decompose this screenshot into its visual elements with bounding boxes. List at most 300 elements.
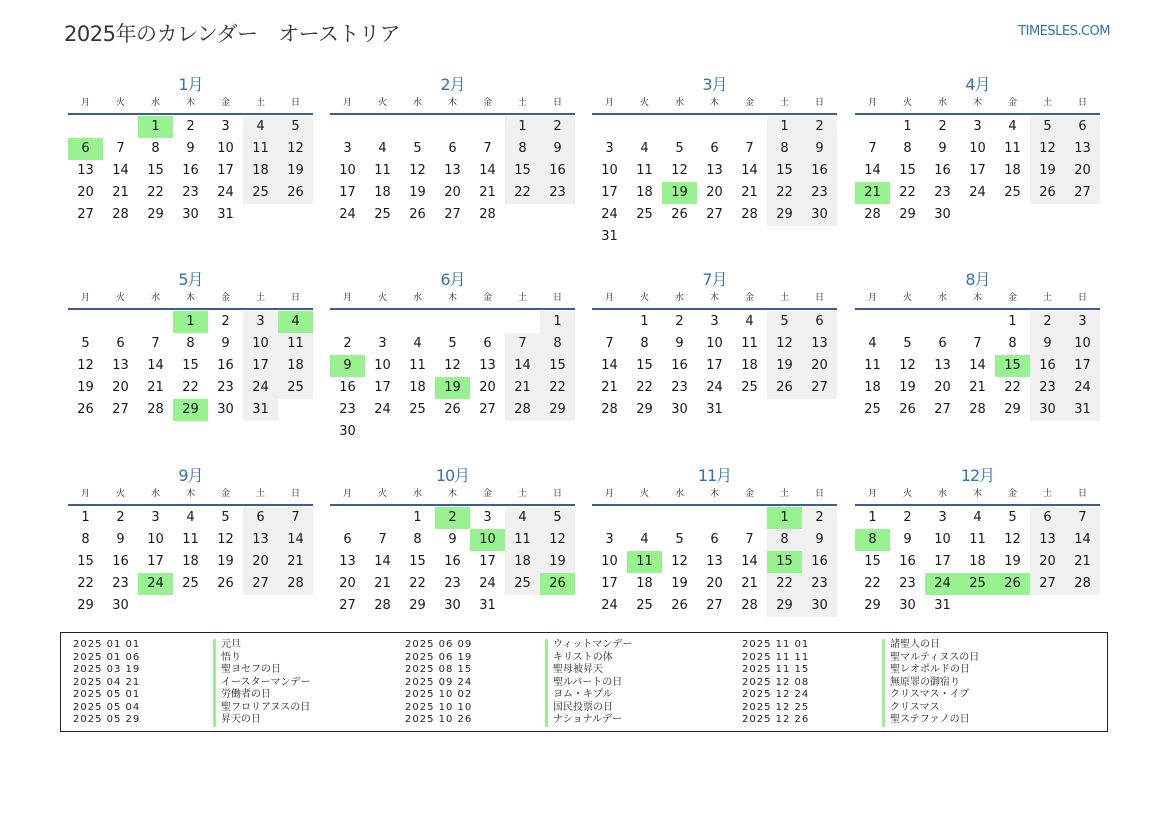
day-grid — [68, 507, 313, 617]
month-name: 2月 — [440, 75, 465, 94]
day-cell: 27 — [339, 598, 356, 613]
day-cell: 5 — [278, 116, 313, 138]
legend-row — [73, 639, 311, 652]
empty-cell — [103, 116, 138, 138]
holiday-day-cell: 11 — [627, 551, 662, 573]
holiday-day-cell: 1 — [138, 116, 173, 138]
weekday-label: 木 — [447, 489, 457, 499]
day-cell: 12 — [278, 138, 313, 160]
day-cell: 26 — [1030, 182, 1065, 204]
day-cell: 5 — [81, 336, 90, 351]
holiday-date: 2025 12 26 — [742, 714, 810, 725]
day-cell: 1 — [868, 510, 877, 525]
weekday-header — [330, 96, 575, 110]
day-cell: 2 — [938, 119, 947, 134]
day-cell: 13 — [112, 358, 129, 373]
day-cell: 12 — [899, 358, 916, 373]
header-rule — [68, 504, 313, 506]
legend-row — [742, 664, 979, 677]
holiday-day-cell: 9 — [330, 355, 365, 377]
day-cell: 20 — [444, 185, 461, 200]
holiday-name: 国民投票の日 — [545, 702, 613, 715]
holiday-date: 2025 12 24 — [742, 689, 810, 700]
day-cell: 10 — [1065, 333, 1100, 355]
day-cell: 28 — [601, 402, 618, 417]
day-cell: 13 — [802, 333, 837, 355]
day-cell: 9 — [540, 138, 575, 160]
day-cell: 6 — [1065, 116, 1100, 138]
day-cell: 20 — [112, 380, 129, 395]
day-cell: 3 — [973, 119, 982, 134]
weekday-label: 火 — [115, 489, 125, 499]
weekday-label: 火 — [115, 293, 125, 303]
day-cell: 19 — [767, 355, 802, 377]
weekday-label: 日 — [290, 489, 300, 499]
day-cell: 18 — [741, 358, 758, 373]
weekday-label: 土 — [255, 293, 265, 303]
day-cell: 2 — [1030, 311, 1065, 333]
day-cell: 24 — [601, 598, 618, 613]
weekday-label: 日 — [552, 98, 562, 108]
day-cell: 4 — [186, 510, 195, 525]
day-cell: 23 — [339, 402, 356, 417]
day-cell: 22 — [505, 182, 540, 204]
legend-row — [405, 664, 632, 677]
day-cell: 11 — [374, 163, 391, 178]
day-cell: 19 — [671, 576, 688, 591]
day-cell: 13 — [1065, 138, 1100, 160]
day-cell: 25 — [278, 377, 313, 399]
empty-cell — [365, 311, 400, 333]
day-cell: 1 — [505, 116, 540, 138]
day-cell: 13 — [339, 554, 356, 569]
weekday-label: 火 — [115, 98, 125, 108]
day-cell: 28 — [505, 399, 540, 421]
weekday-header — [592, 96, 837, 110]
day-cell: 23 — [934, 185, 951, 200]
holiday-date: 2025 11 11 — [742, 651, 810, 663]
day-cell: 3 — [605, 141, 614, 156]
holiday-name: ヨム・キプル — [545, 689, 613, 702]
day-cell: 27 — [706, 598, 723, 613]
weekday-label: 木 — [972, 489, 982, 499]
day-cell: 5 — [675, 532, 684, 547]
day-cell: 13 — [934, 358, 951, 373]
holiday-date: 2025 03 19 — [73, 664, 141, 675]
weekday-label: 火 — [377, 98, 387, 108]
day-cell: 30 — [339, 424, 356, 439]
day-cell: 14 — [505, 355, 540, 377]
day-cell: 16 — [540, 160, 575, 182]
weekday-label: 月 — [80, 489, 90, 499]
day-cell: 26 — [671, 598, 688, 613]
day-cell: 22 — [864, 576, 881, 591]
day-cell: 20 — [1065, 160, 1100, 182]
day-cell: 22 — [1004, 380, 1021, 395]
weekday-label: 火 — [902, 98, 912, 108]
day-cell: 2 — [802, 507, 837, 529]
day-cell: 26 — [671, 207, 688, 222]
day-cell: 9 — [1030, 333, 1065, 355]
legend-row — [405, 714, 632, 727]
holiday-day-cell: 26 — [540, 573, 575, 595]
holiday-name: 無原罪の御宿り — [882, 677, 960, 690]
header-rule — [592, 308, 837, 310]
month-name: 4月 — [965, 75, 990, 94]
day-cell: 9 — [675, 336, 684, 351]
day-cell: 14 — [864, 163, 881, 178]
holiday-name: ウィットマンデー — [545, 639, 632, 652]
weekday-label: 金 — [1007, 293, 1017, 303]
day-cell: 1 — [903, 119, 912, 134]
day-cell: 27 — [479, 402, 496, 417]
month-10 — [330, 465, 575, 617]
holiday-day-cell: 21 — [855, 182, 890, 204]
weekday-label: 火 — [639, 489, 649, 499]
empty-cell — [330, 116, 365, 138]
day-cell: 6 — [448, 141, 457, 156]
day-cell: 4 — [378, 141, 387, 156]
day-cell: 21 — [601, 380, 618, 395]
weekday-label: 土 — [255, 489, 265, 499]
day-cell: 21 — [741, 185, 758, 200]
header-rule — [68, 113, 313, 115]
day-cell: 26 — [444, 402, 461, 417]
day-cell: 30 — [802, 595, 837, 617]
holiday-day-cell: 29 — [173, 399, 208, 421]
day-cell: 19 — [217, 554, 234, 569]
day-cell: 7 — [505, 333, 540, 355]
day-cell: 23 — [802, 182, 837, 204]
day-cell: 4 — [1008, 119, 1017, 134]
weekday-label: 木 — [972, 293, 982, 303]
day-cell: 28 — [479, 207, 496, 222]
legend-row — [73, 652, 311, 665]
day-cell: 17 — [601, 576, 618, 591]
day-cell: 14 — [1065, 529, 1100, 551]
header-rule — [592, 113, 837, 115]
day-cell: 27 — [802, 377, 837, 399]
day-cell: 30 — [1030, 399, 1065, 421]
empty-cell — [732, 507, 767, 529]
legend-column — [73, 639, 311, 727]
month-name: 10月 — [435, 466, 470, 485]
day-cell: 31 — [706, 402, 723, 417]
day-cell: 29 — [147, 207, 164, 222]
day-grid — [855, 311, 1100, 421]
day-cell: 25 — [636, 207, 653, 222]
day-cell: 24 — [1065, 377, 1100, 399]
legend-row — [405, 652, 632, 665]
day-cell: 20 — [706, 185, 723, 200]
day-cell: 24 — [243, 377, 278, 399]
day-cell: 23 — [112, 576, 129, 591]
weekday-header — [330, 487, 575, 501]
header-rule — [855, 504, 1100, 506]
day-cell: 2 — [221, 314, 230, 329]
day-cell: 16 — [802, 160, 837, 182]
day-cell: 12 — [1030, 138, 1065, 160]
weekday-label: 金 — [220, 293, 230, 303]
day-cell: 1 — [640, 314, 649, 329]
month-2 — [330, 74, 575, 226]
legend-row — [73, 689, 311, 702]
day-cell: 4 — [640, 141, 649, 156]
empty-cell — [890, 311, 925, 333]
legend-column — [405, 639, 632, 727]
month-6 — [330, 269, 575, 443]
legend-row — [742, 677, 979, 690]
day-cell: 5 — [767, 311, 802, 333]
legend-row — [73, 702, 311, 715]
weekday-header — [855, 487, 1100, 501]
day-cell: 11 — [182, 532, 199, 547]
day-cell: 26 — [217, 576, 234, 591]
day-cell: 7 — [745, 532, 754, 547]
day-cell: 16 — [802, 551, 837, 573]
day-cell: 23 — [540, 182, 575, 204]
day-cell: 3 — [483, 510, 492, 525]
site-logo[interactable]: TIMESLES.COM — [1018, 24, 1110, 39]
day-grid — [855, 507, 1100, 617]
day-cell: 17 — [969, 163, 986, 178]
day-cell: 17 — [479, 554, 496, 569]
header-rule — [68, 308, 313, 310]
day-cell: 17 — [706, 358, 723, 373]
empty-cell — [365, 116, 400, 138]
weekday-label: 土 — [779, 293, 789, 303]
header-rule — [855, 113, 1100, 115]
weekday-header — [68, 96, 313, 110]
day-cell: 7 — [116, 141, 125, 156]
weekday-label: 金 — [744, 293, 754, 303]
month-name: 3月 — [702, 75, 727, 94]
month-name: 7月 — [702, 270, 727, 289]
header-rule — [330, 504, 575, 506]
day-cell: 18 — [278, 355, 313, 377]
day-cell: 4 — [640, 532, 649, 547]
day-cell: 12 — [77, 358, 94, 373]
day-cell: 23 — [444, 576, 461, 591]
weekday-label: 木 — [709, 293, 719, 303]
day-cell: 16 — [899, 554, 916, 569]
day-cell: 11 — [243, 138, 278, 160]
day-cell: 24 — [339, 207, 356, 222]
day-cell: 18 — [636, 576, 653, 591]
weekday-label: 水 — [937, 489, 947, 499]
day-cell: 27 — [706, 207, 723, 222]
holiday-day-cell: 25 — [960, 573, 995, 595]
empty-cell — [732, 116, 767, 138]
day-cell: 5 — [221, 510, 230, 525]
day-cell: 8 — [505, 138, 540, 160]
empty-cell — [138, 311, 173, 333]
day-cell: 2 — [675, 314, 684, 329]
day-cell: 20 — [339, 576, 356, 591]
day-cell: 30 — [802, 204, 837, 226]
empty-cell — [960, 311, 995, 333]
weekday-label: 水 — [937, 98, 947, 108]
day-cell: 17 — [243, 355, 278, 377]
day-cell: 28 — [1065, 573, 1100, 595]
header-rule — [855, 308, 1100, 310]
weekday-label: 日 — [290, 293, 300, 303]
day-cell: 16 — [671, 358, 688, 373]
day-cell: 30 — [444, 598, 461, 613]
day-cell: 1 — [767, 116, 802, 138]
empty-cell — [697, 116, 732, 138]
day-cell: 19 — [1030, 160, 1065, 182]
empty-cell — [400, 311, 435, 333]
month-1 — [68, 74, 313, 226]
holiday-name: 聖ルパートの日 — [545, 677, 622, 690]
legend-row — [742, 702, 979, 715]
day-cell: 17 — [147, 554, 164, 569]
holiday-day-cell: 24 — [138, 573, 173, 595]
day-cell: 16 — [934, 163, 951, 178]
day-cell: 26 — [767, 377, 802, 399]
holiday-day-cell: 15 — [767, 551, 802, 573]
weekday-label: 金 — [482, 293, 492, 303]
legend-row — [73, 714, 311, 727]
day-cell: 27 — [1065, 182, 1100, 204]
legend-row — [742, 714, 979, 727]
day-cell: 12 — [671, 554, 688, 569]
month-8 — [855, 269, 1100, 421]
weekday-header — [68, 291, 313, 305]
day-cell: 8 — [151, 141, 160, 156]
day-cell: 26 — [77, 402, 94, 417]
weekday-label: 日 — [1077, 293, 1087, 303]
holiday-date: 2025 12 25 — [742, 701, 810, 713]
empty-cell — [330, 311, 365, 333]
day-cell: 10 — [934, 532, 951, 547]
day-cell: 6 — [1030, 507, 1065, 529]
month-4 — [855, 74, 1100, 226]
holiday-date: 2025 01 01 — [73, 639, 141, 650]
day-cell: 18 — [636, 185, 653, 200]
day-cell: 6 — [483, 336, 492, 351]
empty-cell — [855, 116, 890, 138]
day-cell: 27 — [112, 402, 129, 417]
holiday-name: 諸聖人の日 — [882, 639, 940, 652]
day-cell: 4 — [243, 116, 278, 138]
day-cell: 17 — [1065, 355, 1100, 377]
day-cell: 6 — [243, 507, 278, 529]
weekday-label: 土 — [1042, 293, 1052, 303]
day-cell: 20 — [706, 576, 723, 591]
day-cell: 19 — [540, 551, 575, 573]
day-cell: 21 — [112, 185, 129, 200]
day-cell: 25 — [505, 573, 540, 595]
day-cell: 25 — [1004, 185, 1021, 200]
day-cell: 8 — [640, 336, 649, 351]
empty-cell — [592, 507, 627, 529]
empty-cell — [592, 311, 627, 333]
empty-cell — [470, 116, 505, 138]
day-cell: 2 — [116, 510, 125, 525]
day-cell: 6 — [116, 336, 125, 351]
weekday-label: 日 — [814, 293, 824, 303]
day-cell: 7 — [151, 336, 160, 351]
day-cell: 18 — [409, 380, 426, 395]
day-cell: 15 — [636, 358, 653, 373]
day-cell: 10 — [243, 333, 278, 355]
day-cell: 14 — [147, 358, 164, 373]
weekday-header — [855, 291, 1100, 305]
day-cell: 23 — [1030, 377, 1065, 399]
day-cell: 8 — [413, 532, 422, 547]
day-cell: 8 — [767, 529, 802, 551]
holiday-day-cell: 10 — [470, 529, 505, 551]
empty-cell — [697, 507, 732, 529]
day-cell: 8 — [81, 532, 90, 547]
day-cell: 7 — [745, 141, 754, 156]
weekday-label: 火 — [639, 293, 649, 303]
day-cell: 7 — [973, 336, 982, 351]
day-cell: 21 — [147, 380, 164, 395]
day-cell: 22 — [182, 380, 199, 395]
day-cell: 29 — [1004, 402, 1021, 417]
day-cell: 14 — [278, 529, 313, 551]
day-cell: 28 — [741, 598, 758, 613]
weekday-label: 土 — [779, 98, 789, 108]
weekday-header — [592, 487, 837, 501]
weekday-label: 金 — [220, 489, 230, 499]
day-cell: 21 — [1065, 551, 1100, 573]
holiday-name: 聖ヨセフの日 — [213, 664, 281, 677]
day-cell: 9 — [221, 336, 230, 351]
day-cell: 10 — [147, 532, 164, 547]
empty-cell — [505, 311, 540, 333]
day-cell: 25 — [409, 402, 426, 417]
holiday-legend — [60, 632, 1108, 732]
day-cell: 9 — [116, 532, 125, 547]
weekday-label: 月 — [342, 489, 352, 499]
holiday-name: 労働者の日 — [213, 689, 271, 702]
day-cell: 21 — [741, 576, 758, 591]
day-cell: 10 — [339, 163, 356, 178]
day-cell: 22 — [636, 380, 653, 395]
holiday-name: キリストの体 — [545, 652, 613, 665]
holiday-date: 2025 05 01 — [73, 689, 141, 700]
day-cell: 15 — [182, 358, 199, 373]
legend-row — [742, 689, 979, 702]
day-cell: 3 — [938, 510, 947, 525]
holiday-day-cell: 1 — [173, 311, 208, 333]
month-11 — [592, 465, 837, 617]
day-cell: 8 — [767, 138, 802, 160]
day-cell: 5 — [675, 141, 684, 156]
weekday-label: 土 — [517, 293, 527, 303]
holiday-date: 2025 09 24 — [405, 676, 473, 688]
day-cell: 11 — [278, 333, 313, 355]
month-9 — [68, 465, 313, 617]
day-cell: 24 — [217, 185, 234, 200]
day-cell: 22 — [767, 182, 802, 204]
day-cell: 8 — [186, 336, 195, 351]
day-cell: 7 — [605, 336, 614, 351]
day-cell: 22 — [409, 576, 426, 591]
weekday-label: 土 — [517, 489, 527, 499]
legend-row — [73, 664, 311, 677]
weekday-header — [592, 291, 837, 305]
weekday-label: 金 — [744, 98, 754, 108]
holiday-date: 2025 10 02 — [405, 689, 473, 700]
day-cell: 19 — [409, 185, 426, 200]
day-cell: 7 — [483, 141, 492, 156]
weekday-label: 金 — [744, 489, 754, 499]
